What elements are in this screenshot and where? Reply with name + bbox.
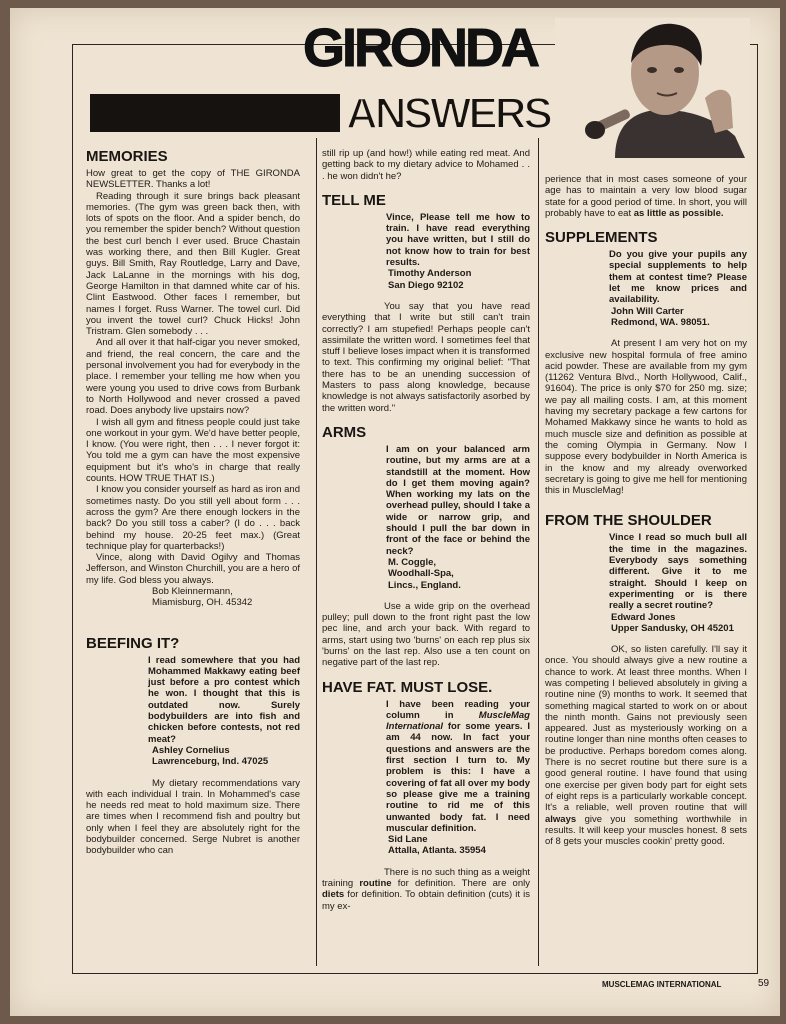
vince-gironda-photo [555, 18, 750, 158]
column-divider [316, 138, 317, 966]
letter-location: San Diego 92102 [388, 279, 464, 291]
column-3 [545, 174, 747, 847]
letter-location: Upper Sandusky, OH 45201 [611, 622, 734, 634]
masthead-title: GIRONDA [303, 18, 537, 78]
footer-brand: MUSCLEMAG INTERNATIONAL [602, 980, 722, 989]
letter-location: Redmond, WA. 98051. [611, 316, 710, 328]
letter-signature: M. Coggle, [388, 556, 437, 568]
letter-text: And all over it that half-cigar you never smoked, and friend, the real concern, the care and the personal involvement you had for everybody in the place. I remember your telling me how when you were young you used to drive cows from Burbank to North Hollywood and never crossed a paved road. Does anybody live upstairs now? [86, 337, 300, 417]
column-divider [538, 138, 539, 966]
answer-continuation: still rip up (and how!) while eating red meat. And getting back to my dietary advice to Mohamed . . . he won didn't he? [322, 148, 530, 182]
page-number: 59 [758, 978, 770, 989]
letter-signature: Bob Kleinnermann, [152, 585, 233, 597]
letter-location: Attalla, Atlanta. 35954 [388, 845, 486, 857]
heading-memories: MEMORIES [86, 148, 168, 165]
letter-location: Lincs., England. [388, 579, 461, 591]
letter-text: I know you consider yourself as hard as iron and sometimes nasty. Do you still yell about form . . . across the gym? Are there enough lockers in the back? Do you still toss a caber? (I do . . . back behind my house. 20-25 feet max.) (Great technique play for quarterbacks!) [86, 484, 300, 552]
letter-location: Lawrenceburg, Ind. 47025 [152, 756, 269, 768]
question-text: I am on your balanced arm routine, but my arms are at a standstill at the moment. How do I get them moving again? When working my lats on the overhead pulley, should I take a wide or narrow grip, and should I pull the bar down in front of the face or behind the neck? [386, 443, 530, 557]
heading-supplements: SUPPLEMENTS [545, 229, 658, 247]
letter-location: Woodhall-Spa, [388, 568, 454, 580]
letter-signature: Sid Lane [388, 834, 428, 846]
letter-text: Reading through it sure brings back pleasant memories. (The gym was green back then, with lots of spots on the floor. And a spider bench, do you remember the spider bench? Without question the best curl bench I ever used. Bruce Chastain was working there, and then Bill Kugler. Great guys. Bill Smith, Ray Routledge, Larry and Dave, Jack LaLanne in the mornings with his dog, George Hamilton in that damned white car of his. Clint Eastwood. Other faces I remember, but names I forget. Russ Warner. The towel curl. Did you invent the towel curl? Chuck Hicks! John Tristram. Glen somebody . . . [86, 190, 300, 338]
answer-text: You say that you have read everything that I write but still can't train correctly? I am stupefied! Perhaps people can't assimilate the written word. I sometimes feel that stuff I believe loses impact when it is transformed to text. This confirming my original belief: "That there has to be an unending succession of Masters to pass along knowledge, because knowledge is not always satisfactorily asorbed by the written word." [322, 300, 530, 414]
letter-signature: John Will Carter [611, 305, 684, 317]
answer-text: At present I am very hot on my exclusive new hospital formula of free amino acid powder. These are available from my gym (11262 Ventura Blvd., North Hollywood, Calif., 91604). The price is only $70 for 250 mg. size; we pay all mailing costs. I am, at this moment having my secretary package a few cartons for Mohamed Makkawy since he wants to hold as much muscle size and definition as possible at the coming Olympia in Germany. Now I suppose every bodybuilder in North America is in the know and my already overworked secretary is going to give me hell for mentioning this in MuscleMag! [545, 338, 747, 497]
heading-beefing-it: BEEFING IT? [86, 634, 180, 652]
question-text: Vince, Please tell me how to train. I have read everything you have written, but I still do not know how to train for best results. [386, 211, 530, 269]
letter-signature: Ashley Cornelius [152, 744, 230, 756]
letter-text: I wish all gym and fitness people could just take one workout in your gym. We'd have better people, I know. (You were right, then . . . I never forgot it: You told me a gym can have the most expensive equipment but it's who's in charge that really counts. HOW TRUE THAT IS.) [86, 416, 300, 485]
heading-arms: ARMS [322, 423, 367, 441]
question-text: Vince I read so much bull all the time in the magazines. Everybody says something different. Give it to me straight. Should I keep on experimenting or is there really a secret routine? [609, 532, 747, 612]
question-text: I have been reading your column in MuscleMag International for some years. I am 44 now. In fact your questions and answers are the first section I turn to. My problem is this: I have a covering of fat all over my body so please give me a training routine to rid me of this unwanted body fat. I need muscular definition. [386, 698, 530, 834]
column-1 [86, 148, 300, 857]
letter-location: Miamisburg, OH. 45342 [152, 597, 253, 609]
heading-from-the-shoulder: FROM THE SHOULDER [545, 512, 712, 530]
heading-have-fat: HAVE FAT. MUST LOSE. [322, 678, 493, 696]
answer-text: Use a wide grip on the overhead pulley; pull down to the front right past the low pec line, and arch your back. With regard to arms, start using two 'burns' on each rep plus six 'burns' on the last rep. Also use a ten count on negative part of the last rep. [322, 600, 530, 669]
answer-text: OK, so listen carefully. I'll say it once. You should always give a new routine a chance to work. At least three months. When I was competing I believed absolutely in giving a routine nine (9) months to work. It seemed that something magical started to work on or about the ninth month. Gains not previously seen appeared. Just as mysteriously working on a routine longer than nine months often ceases to be productive. Perhaps boredom comes along. There is no secret routine but there sure is a good general routine. I have found that using one exercise per given body part for eight sets of eight reps is a particularly workable concept. It's a reliable, well proven routine that will always give you something worthwhile in results. It will keep your muscles honest. 8 sets of 8 gets your muscles cookin' pretty good. [545, 644, 747, 848]
column-2 [322, 148, 530, 912]
heading-tell-me: TELL ME [322, 191, 386, 209]
answers-title: ANSWERS [340, 92, 556, 136]
answer-text: There is no such thing as a weight training routine for definition. There are only diets for definition. To obtain definition (cuts) it is my ex- [322, 866, 530, 912]
letter-text: Vince, along with David Ogilvy and Thomas Jefferson, and Winston Churchill, you are a hero of my life. God bless you always. [86, 552, 300, 586]
letter-signature: Edward Jones [611, 611, 676, 623]
question-text: I read somewhere that you had Mohammed Makkawy eating beef just before a pro contest which he won. I thought that this is outdated now. Surely bodybuilders are into fish and chicken before contests, not red meat? [148, 654, 300, 745]
answer-continuation: perience that in most cases someone of your age has to maintain a very low blood sugar state for a good period of time. In short, you will probably have to eat as little as possible. [545, 174, 747, 219]
question-text: Do you give your pupils any special supplements to help them at contest time? Please let me know prices and availability. [609, 249, 747, 306]
letter-text: How great to get the copy of THE GIRONDA NEWSLETTER. Thanks a lot! [86, 168, 300, 191]
magazine-page [10, 8, 780, 1016]
letter-signature: Timothy Anderson [388, 268, 472, 280]
answer-text: My dietary recommendations vary with each individual I train. In Mohammed's case he needs red meat to hold maximum size. There are times when I recommend fish and poultry but only when I feel they are absolutely right for the bodybuilder concerned. Serge Nubret is another bodybuilder who can [86, 777, 300, 857]
